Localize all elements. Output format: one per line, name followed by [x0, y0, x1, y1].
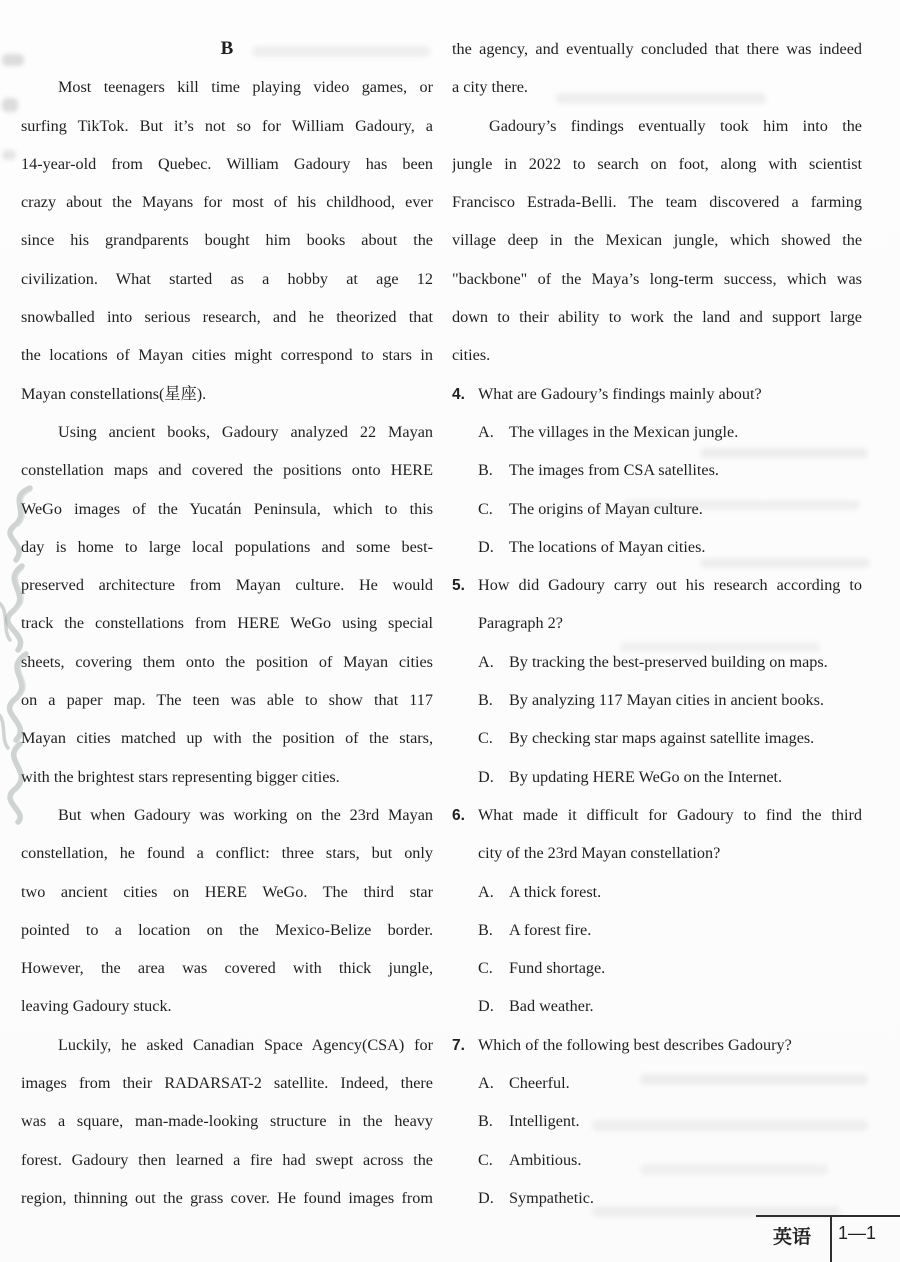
left-column: [21, 30, 433, 1217]
passage-line: [452, 336, 862, 374]
footer-vertical-rule: [830, 1215, 832, 1262]
option-label: C.: [478, 499, 493, 518]
passage-line-text: village deep in the Mexican jungle, which showed the: [452, 231, 862, 250]
passage-line-text: sheets, covering them onto the position of Mayan cities: [21, 652, 433, 671]
question-stem-text: Which of the following best describes Gadoury?: [478, 1035, 792, 1054]
right-column: [452, 30, 862, 1217]
option-label: B.: [478, 1112, 493, 1131]
option-text: A thick forest.: [509, 882, 602, 901]
passage-line-text: forest. Gadoury then learned a fire had swept across the: [21, 1150, 433, 1169]
option-line: [452, 1141, 862, 1179]
option-text: The origins of Mayan culture.: [509, 499, 703, 518]
passage-line-text: snowballed into serious research, and he theorized that: [21, 308, 433, 327]
passage-line: [452, 260, 862, 298]
option-label: D.: [478, 1188, 494, 1207]
bleedthrough-mark: [2, 98, 18, 112]
passage-line-text: "backbone" of the Maya’s long-term success, which was: [452, 269, 862, 288]
option-text: Cheerful.: [509, 1074, 570, 1093]
passage-line-text: Mayan cities matched up with the position of the stars,: [21, 729, 433, 748]
passage-line-text: constellation, he found a conflict: three stars, but only: [21, 844, 433, 863]
passage-line: [21, 107, 433, 145]
passage-line-text: track the constellations from HERE WeGo using special: [21, 614, 433, 633]
passage-line-text: Gadoury’s findings eventually took him into the: [489, 116, 862, 135]
question-stem: [452, 1026, 862, 1064]
passage-line: [21, 643, 433, 681]
passage-line-text: WeGo images of the Yucatán Peninsula, which to this: [21, 499, 433, 518]
passage-line: [21, 796, 433, 834]
passage-line: [21, 336, 433, 374]
passage-line-text: day is home to large local populations and some best-: [21, 537, 433, 556]
passage-line-text: since his grandparents bought him books about the: [21, 231, 433, 250]
passage-line: [21, 911, 433, 949]
question-number: 4.: [452, 385, 465, 403]
passage-line-text: Mayan constellations(星座).: [21, 384, 207, 403]
passage-line: [21, 260, 433, 298]
question-stem: [452, 566, 862, 604]
footer-page-number: 1—1: [838, 1223, 877, 1243]
passage-line-text: images from their RADARSAT-2 satellite. Indeed, there: [21, 1074, 433, 1093]
option-label: C.: [478, 729, 493, 748]
option-line: [452, 911, 862, 949]
option-line: [452, 1102, 862, 1140]
question-stem: [452, 375, 862, 413]
option-text: Fund shortage.: [509, 959, 606, 978]
passage-line: [21, 681, 433, 719]
passage-line: [21, 604, 433, 642]
option-line: [452, 643, 862, 681]
question-stem-continuation-text: city of the 23rd Mayan constellation?: [478, 844, 721, 863]
passage-line: [21, 758, 433, 796]
passage-line-text: Luckily, he asked Canadian Space Agency(CSA) for: [58, 1035, 433, 1054]
option-label: B.: [478, 691, 493, 710]
passage-line: [452, 30, 862, 68]
passage-line: [452, 298, 862, 336]
passage-line-text: Most teenagers kill time playing video games, or: [58, 78, 433, 97]
passage-line-text: the locations of Mayan cities might correspond to stars in: [21, 346, 433, 365]
option-text: By updating HERE WeGo on the Internet.: [509, 767, 783, 786]
footer-horizontal-rule: [756, 1215, 900, 1217]
passage-line-text: region, thinning out the grass cover. He found images from: [21, 1188, 433, 1207]
option-label: D.: [478, 767, 494, 786]
passage-line-text: pointed to a location on the Mexico-Belize border.: [21, 920, 433, 939]
section-label: B: [220, 38, 234, 59]
right-column-lines: [452, 30, 862, 1217]
passage-line-text: cities.: [452, 346, 491, 365]
option-line: [452, 758, 862, 796]
option-text: By checking star maps against satellite images.: [509, 729, 815, 748]
option-label: D.: [478, 537, 494, 556]
passage-line: [452, 107, 862, 145]
question-stem-text: How did Gadoury carry out his research according to: [478, 576, 862, 595]
option-line: [452, 490, 862, 528]
passage-line: [21, 145, 433, 183]
option-label: A.: [478, 422, 494, 441]
option-text: The images from CSA satellites.: [509, 461, 719, 480]
option-label: D.: [478, 997, 494, 1016]
passage-line-text: leaving Gadoury stuck.: [21, 997, 172, 1016]
passage-line: [21, 528, 433, 566]
option-line: [452, 528, 862, 566]
option-label: C.: [478, 1150, 493, 1169]
option-label: A.: [478, 1074, 494, 1093]
passage-line: [21, 68, 433, 106]
option-text: The locations of Mayan cities.: [509, 537, 706, 556]
option-line: [452, 1064, 862, 1102]
passage-line-text: was a square, man-made-looking structure in the heavy: [21, 1112, 433, 1131]
option-text: Ambitious.: [509, 1150, 582, 1169]
passage-line: [21, 451, 433, 489]
passage-line-text: Using ancient books, Gadoury analyzed 22 Mayan: [58, 422, 433, 441]
passage-line: [21, 1064, 433, 1102]
passage-line: [452, 145, 862, 183]
option-text: The villages in the Mexican jungle.: [509, 422, 739, 441]
passage-line-text: preserved architecture from Mayan culture. He would: [21, 576, 433, 595]
passage-line-text: two ancient cities on HERE WeGo. The third star: [21, 882, 433, 901]
passage-line-text: crazy about the Mayans for most of his childhood, ever: [21, 193, 433, 212]
footer-subject-label: 英语: [772, 1227, 811, 1248]
option-label: A.: [478, 652, 494, 671]
passage-line: [21, 413, 433, 451]
question-stem-continuation-text: Paragraph 2?: [478, 614, 563, 633]
passage-line-text: However, the area was covered with thick jungle,: [21, 959, 433, 978]
passage-line: [21, 834, 433, 872]
passage-line: [21, 1141, 433, 1179]
passage-line: [21, 719, 433, 757]
passage-line: [21, 375, 433, 413]
option-line: [452, 873, 862, 911]
passage-line-text: surfing TikTok. But it’s not so for William Gadoury, a: [21, 116, 433, 135]
passage-line: [21, 873, 433, 911]
passage-line-text: civilization. What started as a hobby at age 12: [21, 269, 433, 288]
passage-line: [21, 183, 433, 221]
question-number: 5.: [452, 577, 465, 595]
option-label: A.: [478, 882, 494, 901]
option-line: [452, 949, 862, 987]
passage-line: [21, 1026, 433, 1064]
option-text: Intelligent.: [509, 1112, 580, 1131]
question-stem-text: What are Gadoury’s findings mainly about?: [478, 384, 762, 403]
passage-line: [21, 987, 433, 1025]
question-stem-text: What made it difficult for Gadoury to find the third: [478, 805, 862, 824]
passage-line: [452, 221, 862, 259]
passage-line: [21, 949, 433, 987]
passage-line-text: a city there.: [452, 78, 528, 97]
passage-line-text: the agency, and eventually concluded that there was indeed: [452, 40, 862, 58]
question-number: 6.: [452, 806, 465, 824]
bleedthrough-mark: [2, 150, 16, 160]
passage-line: [21, 566, 433, 604]
passage-line: [21, 298, 433, 336]
option-text: Sympathetic.: [509, 1188, 594, 1207]
option-line: [452, 451, 862, 489]
passage-line: [452, 68, 862, 106]
passage-line: [21, 1179, 433, 1217]
option-text: By analyzing 117 Mayan cities in ancient books.: [509, 691, 824, 710]
passage-line-text: But when Gadoury was working on the 23rd Mayan: [58, 805, 433, 824]
passage-line-text: constellation maps and covered the positions onto HERE: [21, 461, 433, 480]
passage-line-text: jungle in 2022 to search on foot, along with scientist: [452, 154, 862, 173]
question-stem-continuation: [452, 834, 862, 872]
option-line: [452, 1179, 862, 1217]
option-line: [452, 987, 862, 1025]
passage-line-text: 14-year-old from Quebec. William Gadoury has been: [21, 154, 433, 173]
option-label: B.: [478, 461, 493, 480]
option-text: By tracking the best-preserved building on maps.: [509, 652, 828, 671]
question-stem: [452, 796, 862, 834]
option-text: A forest fire.: [509, 920, 592, 939]
passage-line-text: on a paper map. The teen was able to show that 117: [21, 691, 433, 710]
option-line: [452, 413, 862, 451]
left-column-lines: [21, 68, 433, 1217]
passage-line: [21, 1102, 433, 1140]
option-line: [452, 681, 862, 719]
passage-line: [452, 183, 862, 221]
option-line: [452, 719, 862, 757]
option-label: C.: [478, 959, 493, 978]
option-text: Bad weather.: [509, 997, 594, 1016]
passage-line: [21, 221, 433, 259]
passage-line-text: Francisco Estrada-Belli. The team discovered a farming: [452, 193, 862, 212]
question-number: 7.: [452, 1036, 465, 1054]
question-stem-continuation: [452, 604, 862, 642]
passage-line-text: with the brightest stars representing bigger cities.: [21, 767, 340, 786]
passage-line: [21, 490, 433, 528]
passage-line-text: down to their ability to work the land and support large: [452, 308, 862, 327]
option-label: B.: [478, 920, 493, 939]
